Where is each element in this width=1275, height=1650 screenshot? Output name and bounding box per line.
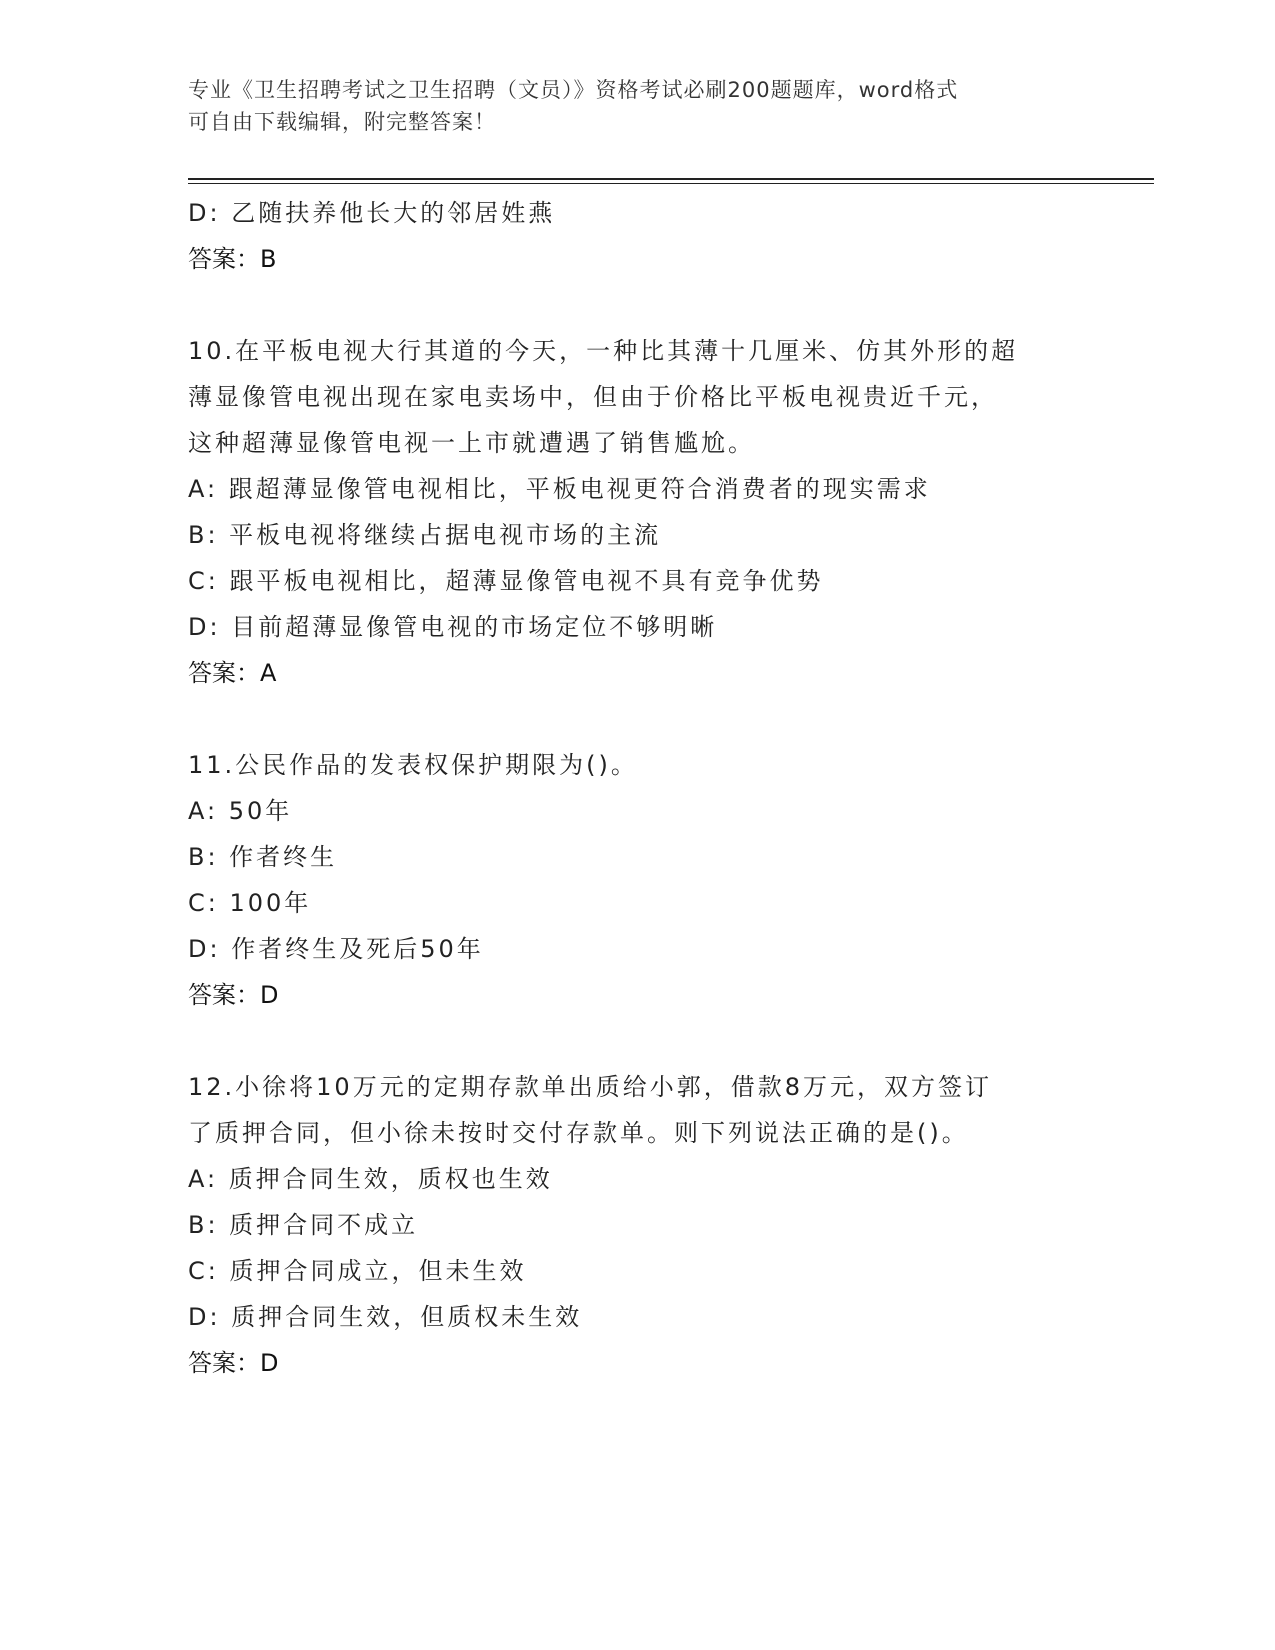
question-10 [188, 328, 1088, 696]
option-c: C: 100年 [188, 889, 312, 917]
answer-value: A [260, 659, 277, 687]
question-stem-line: 这种超薄显像管电视一上市就遭遇了销售尴尬。 [188, 429, 755, 457]
header-divider-thin [188, 183, 1154, 184]
option-d: D: 作者终生及死后50年 [188, 935, 484, 963]
answer-label: 答案： [188, 981, 260, 1009]
header-line-2: 可自由下载编辑，附完整答案！ [188, 110, 496, 134]
question-stem-line: 11.公民作品的发表权保护期限为()。 [188, 751, 638, 779]
question-11 [188, 742, 1088, 1018]
header-divider-thick [188, 178, 1154, 180]
answer-value: D [260, 1349, 279, 1377]
answer-label: 答案： [188, 1349, 260, 1377]
option-c: C: 质押合同成立，但未生效 [188, 1257, 527, 1285]
answer-value: B [260, 245, 277, 273]
option-d: D: 目前超薄显像管电视的市场定位不够明晰 [188, 613, 718, 641]
document-body [188, 190, 1088, 1386]
option-b: B: 质押合同不成立 [188, 1211, 419, 1239]
prev-answer [188, 236, 1088, 282]
option-d: D: 质押合同生效，但质权未生效 [188, 1303, 583, 1331]
header-line-1: 专业《卫生招聘考试之卫生招聘（文员）》资格考试必刷200题题库，word格式 [188, 78, 959, 102]
option-b: B: 作者终生 [188, 843, 338, 871]
option-a: A: 50年 [188, 797, 293, 825]
answer [188, 1340, 1088, 1386]
question-stem-line: 薄显像管电视出现在家电卖场中，但由于价格比平板电视贵近千元， [188, 383, 998, 411]
prev-option-d: D: 乙随扶养他长大的邻居姓燕 [188, 199, 556, 227]
option-a: A: 质押合同生效，质权也生效 [188, 1165, 553, 1193]
question-12 [188, 1064, 1088, 1386]
question-stem-line: 10.在平板电视大行其道的今天，一种比其薄十几厘米、仿其外形的超 [188, 337, 1019, 365]
answer-label: 答案： [188, 245, 260, 273]
question-stem-line: 了质押合同，但小徐未按时交付存款单。则下列说法正确的是()。 [188, 1119, 969, 1147]
question-stem-line: 12.小徐将10万元的定期存款单出质给小郭，借款8万元，双方签订 [188, 1073, 992, 1101]
option-a: A: 跟超薄显像管电视相比，平板电视更符合消费者的现实需求 [188, 475, 931, 503]
answer-value: D [260, 981, 279, 1009]
answer [188, 972, 1088, 1018]
answer-label: 答案： [188, 659, 260, 687]
document-header [188, 74, 1088, 138]
answer [188, 650, 1088, 696]
option-b: B: 平板电视将继续占据电视市场的主流 [188, 521, 662, 549]
option-c: C: 跟平板电视相比，超薄显像管电视不具有竞争优势 [188, 567, 824, 595]
